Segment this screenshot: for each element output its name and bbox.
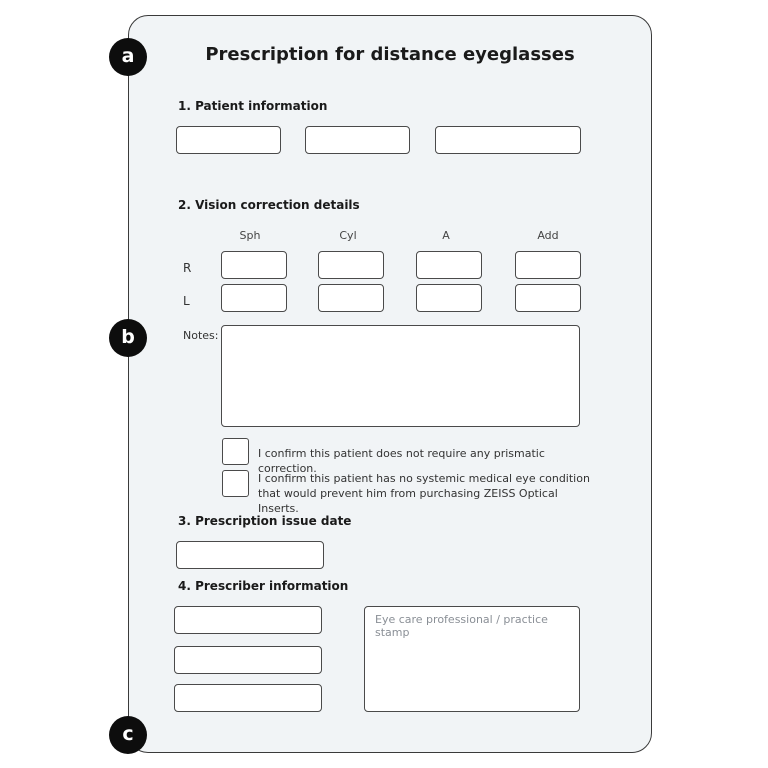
issue-date-field[interactable] bbox=[176, 541, 324, 569]
prescriber-field-3[interactable] bbox=[174, 684, 322, 712]
l-cyl-field[interactable] bbox=[318, 284, 384, 312]
column-header-add: Add bbox=[537, 229, 559, 242]
stamp-placeholder-text: Eye care professional / practice stamp bbox=[375, 613, 548, 639]
patient-field-2[interactable] bbox=[305, 126, 410, 154]
column-header-sph: Sph bbox=[239, 229, 261, 242]
row-label-r: R bbox=[183, 261, 192, 275]
r-a-field[interactable] bbox=[416, 251, 482, 279]
confirm-prismatic-text: I confirm this patient does not require any prismatic correction. bbox=[258, 447, 545, 475]
column-header-a: A bbox=[442, 229, 450, 242]
practice-stamp-area[interactable] bbox=[364, 606, 580, 712]
notes-label: Notes: bbox=[183, 329, 219, 342]
column-header-cyl: Cyl bbox=[339, 229, 357, 242]
r-cyl-field[interactable] bbox=[318, 251, 384, 279]
l-a-field[interactable] bbox=[416, 284, 482, 312]
r-sph-field[interactable] bbox=[221, 251, 287, 279]
form-title: Prescription for distance eyeglasses bbox=[205, 44, 575, 65]
patient-field-3[interactable] bbox=[435, 126, 581, 154]
r-add-field[interactable] bbox=[515, 251, 581, 279]
marker-c: c bbox=[109, 716, 147, 754]
section-prescriber-heading: 4. Prescriber information bbox=[178, 579, 349, 593]
marker-b: b bbox=[109, 319, 147, 357]
section-issue-date-heading: 3. Prescription issue date bbox=[178, 514, 352, 528]
row-label-l: L bbox=[183, 294, 190, 308]
section-vision-heading: 2. Vision correction details bbox=[178, 198, 360, 212]
notes-textarea[interactable] bbox=[221, 325, 580, 427]
l-sph-field[interactable] bbox=[221, 284, 287, 312]
confirm-medical-checkbox[interactable] bbox=[222, 470, 249, 497]
patient-field-1[interactable] bbox=[176, 126, 281, 154]
confirm-prismatic-checkbox[interactable] bbox=[222, 438, 249, 465]
section-patient-heading: 1. Patient information bbox=[178, 99, 328, 113]
prescriber-field-1[interactable] bbox=[174, 606, 322, 634]
marker-a: a bbox=[109, 38, 147, 76]
confirm-medical-text: I confirm this patient has no systemic medical eye condition that would prevent him from purchasing ZEISS Optical Inserts. bbox=[258, 472, 590, 515]
prescriber-field-2[interactable] bbox=[174, 646, 322, 674]
l-add-field[interactable] bbox=[515, 284, 581, 312]
